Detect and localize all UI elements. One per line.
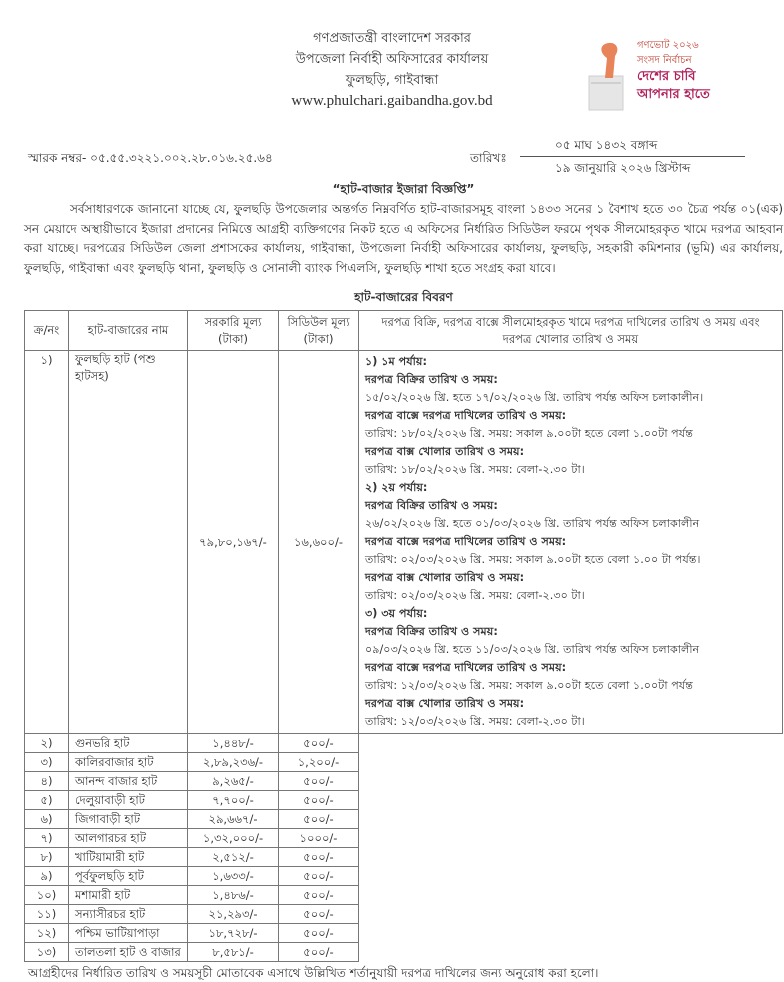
table-row	[25, 905, 783, 924]
schedule-submit: তারিখ: ১৮/০২/২০২৬ খ্রি. সময়: সকাল ৯.০০টা হতে বেলা ১.০০টা পর্যন্ত	[365, 427, 693, 440]
table-row	[25, 753, 783, 772]
table-row	[25, 943, 783, 962]
schedule-open: তারিখ: ০২/০৩/২০২৬ খ্রি. সময়: বেলা-২.৩০ টা।	[365, 589, 585, 602]
office-location: ফুলছড়ি, গাইবান্ধা	[345, 73, 439, 88]
col-name: হাট-বাজারের নাম	[69, 311, 188, 351]
cell-govt: ২৯,৬৬৭/-	[188, 810, 279, 829]
cell-sl: ১০)	[25, 886, 69, 905]
cell-sl: ১১)	[25, 905, 69, 924]
table-row	[25, 924, 783, 943]
schedule-open: তারিখ: ১২/০৩/২০২৬ খ্রি. সময়: বেলা-২.৩০ টা।	[365, 715, 585, 728]
col-schedule-price: সিডিউল মূল্য (টাকা)	[279, 311, 359, 351]
cell-sl: ১২)	[25, 924, 69, 943]
cell-name: সন্যাসীরচর হাট	[69, 905, 188, 924]
notice-paragraph: সর্বসাধারণকে জানানো যাচ্ছে যে, ফুলছড়ি উপজেলার অন্তর্গত নিম্নবর্ণিত হাট-বাজারসমূহ বাংলা ১৪৩৩ সনের ১ বৈশাখ হতে ৩০ চৈত্র পর্যন্ত ০১(এক) সন মেয়াদে অস্থায়ীভাবে ইজারা প্রদানের নিমিত্তে আগ্রহী ব্যক্তিগণের নিকট হতে এ অফিসের নির্ধারিত সিডিউল ফরমে পৃথক সীলমোহরকৃত খামে দরপত্র আহবান করা যাচ্ছে। দরপত্রের সিডিউল জেলা প্রশাসকের কার্যালয়, গাইবান্ধা, উপজেলা নির্বাহী অফিসারের কার্যালয়, ফুলছড়ি, সহকারী কমিশনার (ভূমি) এর কার্যালয়, ফুলছড়ি, গাইবান্ধা এবং ফুলছড়ি থানা, ফুলছড়ি ও সোনালী ব্যাংক পিএলসি, ফুলছড়ি শাখা হতে সংগ্রহ করা যাবে।	[24, 202, 783, 275]
schedule-open-label: দরপত্র বাক্স খোলার তারিখ ও সময়:	[365, 697, 525, 710]
schedule-sale: ০৯/০৩/২০২৬ খ্রি. হতে ১১/০৩/২০২৬ খ্রি. তারিখ পর্যন্ত অফিস চলাকালীন	[365, 643, 700, 656]
cell-sched: ৫০০/-	[279, 772, 359, 791]
schedule-sale: ১৫/০২/২০২৬ খ্রি. হতে ১৭/০২/২০২৬ খ্রি. তারিখ পর্যন্ত অফিস চলাকালীন।	[365, 391, 704, 404]
table-header	[25, 311, 783, 351]
cell-name: কালিরবাজার হাট	[69, 753, 188, 772]
cell-sl: ১৩)	[25, 943, 69, 962]
cell-sched: ১০০০/-	[279, 829, 359, 848]
cell-sl: ৩)	[25, 753, 69, 772]
date-divider	[520, 156, 745, 157]
col-govt-price: সরকারি মূল্য (টাকা)	[188, 311, 279, 351]
table-row	[25, 772, 783, 791]
schedule-open-label: দরপত্র বাক্স খোলার তারিখ ও সময়:	[365, 445, 525, 458]
schedule-sale-label: দরপত্র বিক্রির তারিখ ও সময়:	[365, 625, 498, 638]
cell-name: গুনভরি হাট	[69, 734, 188, 753]
date-label: তারিখঃ	[470, 151, 507, 165]
schedule-open: তারিখ: ১৮/০২/২০২৬ খ্রি. সময়: বেলা-২.৩০ টা।	[365, 463, 585, 476]
notice-title: “হাট-বাজার ইজারা বিজ্ঞপ্তি”	[332, 182, 475, 196]
schedule-sale: ২৬/০২/২০২৬ খ্রি. হতে ০১/০৩/২০২৬ খ্রি. তারিখ পর্যন্ত অফিস চলাকালীন	[365, 517, 700, 530]
footer-note: আগ্রহীদের নির্ধারিত তারিখ ও সময়সূচী মোতাবেক এসাথে উল্লিখিত শর্তানুযায়ী দরপত্র দাখিলের জন্য অনুরোধ করা হলো।	[28, 966, 599, 980]
hat-bazar-table	[24, 310, 783, 962]
cell-sched: ৫০০/-	[279, 943, 359, 962]
memo-number: স্মারক নম্বর- ০৫.৫৫.৩২২১.০০২.২৮.০১৬.২৫.৬৪	[28, 151, 273, 165]
table-row	[25, 829, 783, 848]
schedule-sale-label: দরপত্র বিক্রির তারিখ ও সময়:	[365, 373, 498, 386]
cell-govt: ৯,২৬৫/-	[188, 772, 279, 791]
date-block	[520, 136, 745, 177]
cell-name: খাটিয়ামারী হাট	[69, 848, 188, 867]
cell-name: জিগাবাড়ী হাট	[69, 810, 188, 829]
schedule-phase: ১) ১ম পর্যায়:	[365, 355, 427, 368]
schedule-submit-label: দরপত্র বাক্সে দরপত্র দাখিলের তারিখ ও সময়:	[365, 535, 567, 548]
cell-name: মশামারী হাট	[69, 886, 188, 905]
date-english: ১৯ জানুয়ারি ২০২৬ খ্রিস্টাব্দ	[555, 161, 691, 175]
cell-sched: ৫০০/-	[279, 848, 359, 867]
cell-sched: ৫০০/-	[279, 734, 359, 753]
cell-sched: ১,২০০/-	[279, 753, 359, 772]
cell-govt: ২,৫১২/-	[188, 848, 279, 867]
cell-sched: ৫০০/-	[279, 924, 359, 943]
cell-govt: ১,৬৩৩/-	[188, 867, 279, 886]
table-row	[25, 791, 783, 810]
cell-sl: ৫)	[25, 791, 69, 810]
schedule-submit-label: দরপত্র বাক্সে দরপত্র দাখিলের তারিখ ও সময়:	[365, 409, 567, 422]
cell-sl: ২)	[25, 734, 69, 753]
election-logo	[585, 38, 745, 128]
cell-govt: ৮,৫৮১/-	[188, 943, 279, 962]
schedule-submit: তারিখ: ১২/০৩/২০২৬ খ্রি. সময়: সকাল ৯.০০টা হতে বেলা ১.০০টা পর্যন্ত	[365, 679, 693, 692]
logo-line-4: আপনার হাতে	[637, 87, 710, 102]
cell-name: তালতলা হাট ও বাজার	[69, 943, 188, 962]
col-schedule: দরপত্র বিক্রি, দরপত্র বাক্সে সীলমোহরকৃত খামে দরপত্র দাখিলের তারিখ ও সময় এবং দরপত্র খোলার তারিখ ও সময়	[359, 311, 783, 351]
ballot-box-icon	[585, 38, 635, 118]
table-row	[25, 351, 783, 734]
table-row	[25, 886, 783, 905]
cell-sched: ১৬,৬০০/-	[279, 351, 359, 734]
cell-sched: ৫০০/-	[279, 867, 359, 886]
cell-govt: ১,৪৪৮/-	[188, 734, 279, 753]
cell-name: পূর্বফুলছড়ি হাট	[69, 867, 188, 886]
cell-sched: ৫০০/-	[279, 810, 359, 829]
schedule-sale-label: দরপত্র বিক্রির তারিখ ও সময়:	[365, 499, 498, 512]
cell-name: আনন্দ বাজার হাট	[69, 772, 188, 791]
schedule-cell	[359, 351, 783, 734]
table-title: হাট-বাজারের বিবরণ	[354, 290, 453, 304]
cell-sl: ৯)	[25, 867, 69, 886]
cell-govt: ১৮,৭২৮/-	[188, 924, 279, 943]
cell-govt: ৭,৭০০/-	[188, 791, 279, 810]
notice-body	[24, 180, 783, 982]
cell-name: দেলুয়াবাড়ী হাট	[69, 791, 188, 810]
cell-govt: ২,৮৯,২৩৬/-	[188, 753, 279, 772]
cell-sched: ৫০০/-	[279, 791, 359, 810]
website-link[interactable]: www.phulchari.gaibandha.gov.bd	[291, 93, 493, 109]
cell-name: ফুলছড়ি হাট (পশু হাটসহ)	[69, 351, 188, 734]
cell-sl: ৭)	[25, 829, 69, 848]
date-bangla: ০৫ মাঘ ১৪৩২ বঙ্গাব্দ	[555, 138, 658, 152]
office-name: উপজেলা নির্বাহী অফিসারের কার্যালয়	[295, 52, 489, 67]
schedule-phase: ৩) ৩য় পর্যায়:	[365, 607, 428, 620]
cell-sl: ৬)	[25, 810, 69, 829]
schedule-phase: ২) ২য় পর্যায়:	[365, 481, 428, 494]
logo-line-2: সংসদ নির্বাচন	[637, 55, 692, 66]
cell-govt: ১,৩২,০০০/-	[188, 829, 279, 848]
cell-sched: ৫০০/-	[279, 886, 359, 905]
cell-govt: ৭৯,৮০,১৬৭/-	[188, 351, 279, 734]
government-name: গণপ্রজাতন্ত্রী বাংলাদেশ সরকার	[313, 31, 471, 46]
cell-sl: ৮)	[25, 848, 69, 867]
cell-govt: ২১,২৯৩/-	[188, 905, 279, 924]
cell-sched: ৫০০/-	[279, 905, 359, 924]
table-row	[25, 810, 783, 829]
table-row	[25, 867, 783, 886]
schedule-open-label: দরপত্র বাক্স খোলার তারিখ ও সময়:	[365, 571, 525, 584]
table-row	[25, 734, 783, 753]
cell-name: আলগারচর হাট	[69, 829, 188, 848]
table-row	[25, 848, 783, 867]
cell-sl: ৪)	[25, 772, 69, 791]
schedule-submit-label: দরপত্র বাক্সে দরপত্র দাখিলের তারিখ ও সময়:	[365, 661, 567, 674]
cell-govt: ১,৪৮৬/-	[188, 886, 279, 905]
logo-line-1: গণভোট ২০২৬	[637, 40, 699, 51]
schedule-submit: তারিখ: ০২/০৩/২০২৬ খ্রি. সময়: সকাল ৯.০০টা হতে বেলা ১.০০ টা পর্যন্ত।	[365, 553, 701, 566]
logo-line-3: দেশের চাবি	[637, 69, 696, 84]
cell-name: পশ্চিম ভাটিয়াপাড়া	[69, 924, 188, 943]
col-serial: ক্র/নং	[25, 311, 69, 351]
cell-sl: ১)	[25, 351, 69, 734]
